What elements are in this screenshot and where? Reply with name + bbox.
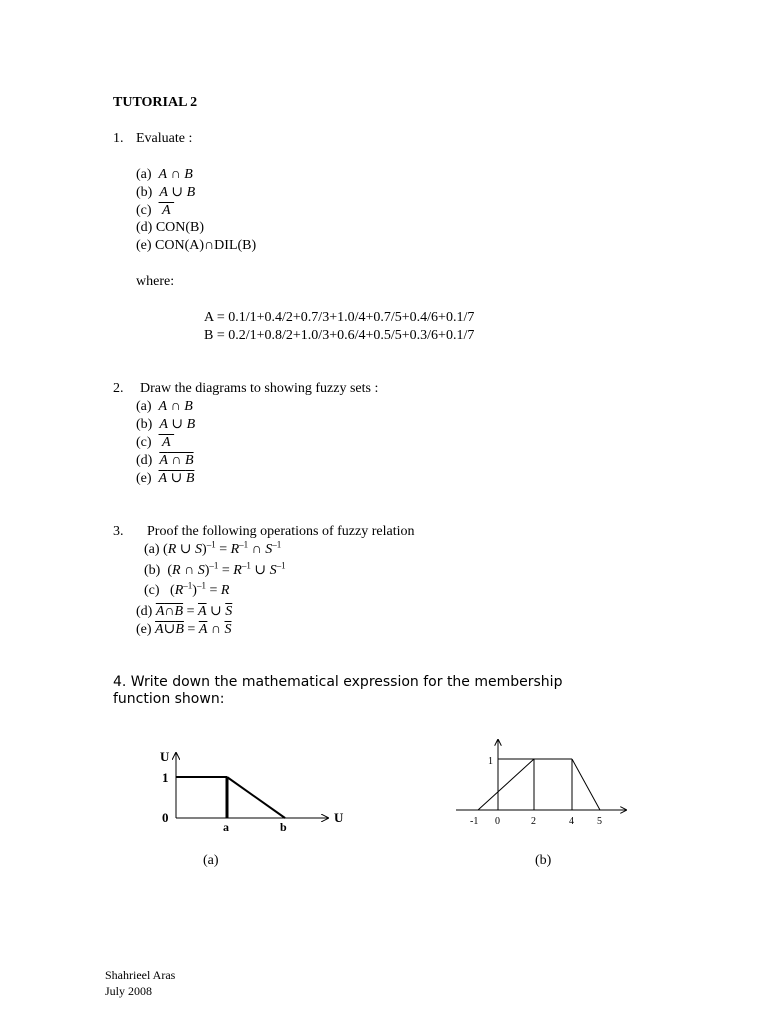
q1-item-a-label: (a) [136,167,152,182]
figure-a-tick-1: 1 [162,770,169,785]
q2-item-d-label: (d) [136,453,153,468]
q1-item-e-text-b: DIL(B) [214,238,257,253]
q1-set-b: B = 0.2/1+0.8/2+1.0/3+0.6/4+0.5/5+0.3/6+0.1/7 [204,328,475,343]
q3-item-b-label: (b) [144,563,161,578]
q2-number: 2. [113,381,124,396]
figure-b-membership-function [450,735,635,830]
footer-author: Shahrieel Aras [105,968,176,982]
q1-item-e-label: (e) [136,238,152,253]
q3-item-d: (d) A∩B = $\overline{A}$ ∪ $\overline{S}$ [136,604,233,619]
figure-b-rising-edge [478,759,534,810]
q3-item-c-label: (c) [144,583,160,598]
q2-item-e-label: (e) [136,471,152,486]
q2-item-b: (b) A ∪ B [136,417,196,432]
q1-number: 1. [113,131,124,146]
q2-item-b-label: (b) [136,417,153,432]
q1-item-d-label: (d) [136,220,153,235]
figure-b-tick-4: 4 [569,816,574,827]
figure-b-caption: (b) [535,853,552,868]
q1-item-c: (c) A [136,203,175,218]
q3-item-c: (c) $(R^{-1})^{-1} = R$ [144,580,230,598]
q2-item-c-label: (c) [136,435,152,450]
q2-item-d: (d) A ∩ B [136,453,194,468]
figure-a-caption: (a) [203,853,219,868]
q2-item-e: (e) A ∪ B [136,471,195,486]
q1-item-c-label: (c) [136,203,152,218]
figure-b-tick-1: 1 [488,756,493,767]
q1-item-d [136,219,204,236]
figure-a-origin: 0 [162,810,169,825]
q1-item-b: (b) A ∪ B [136,185,196,200]
footer-date: July 2008 [105,984,153,998]
figure-a-x-label: U [334,810,344,825]
q1-text: Evaluate : [136,131,193,146]
q4-text-line1: 4. Write down the mathematical expression for the membership [113,674,563,690]
q1-where: where: [136,274,175,289]
figure-a-membership-function [150,745,350,845]
q4-text-line2: function shown: [113,691,225,707]
q1-item-b-label: (b) [136,185,153,200]
q3-item-a-label: (a) [144,542,160,557]
figure-a-tick-b: b [280,820,287,834]
q1-set-a: A = 0.1/1+0.4/2+0.7/3+1.0/4+0.7/5+0.4/6+0.1/7 [204,310,475,325]
q3-item-e-label: (e) [136,622,152,637]
q1-item-a: (a) A ∩ B [136,167,193,182]
figure-b-tick-0: 0 [495,816,500,827]
q2-item-c: (c) A [136,435,175,450]
figure-b-falling-edge [572,759,600,810]
q1-item-e: (e) CON(A)∩DIL(B) [136,238,257,253]
q1-item-e-text-a: CON(A) [155,238,205,253]
figure-a-tick-a: a [223,820,229,834]
q3-item-d-label: (d) [136,604,153,619]
figure-b-tick-5: 5 [597,816,602,827]
figure-a-slope [227,777,285,818]
q3-number: 3. [113,524,124,539]
q2-item-a: (a) A ∩ B [136,399,193,414]
figure-a-y-label: U [160,749,170,764]
q2-item-a-label: (a) [136,399,152,414]
q3-item-b: (b) (R ∩ $S)^{-1} = R^{-1}$ ∪ $S^{-1}$ [144,560,286,578]
q1-item-d-text: CON(B) [155,220,205,235]
figure-b-tick-neg1: -1 [470,816,479,827]
q3-item-e: (e) A∪B = $\overline{A}$ ∩ $\overline{S}$ [136,622,232,637]
page-title: TUTORIAL 2 [113,95,198,110]
figure-b-tick-2: 2 [531,816,536,827]
q2-text: Draw the diagrams to showing fuzzy sets : [140,381,379,396]
q3-text: Proof the following operations of fuzzy relation [147,524,415,539]
q3-item-a: (a) (R ∪ $S)^{-1} = R^{-1}$ ∩ $S^{-1}$ [144,539,282,557]
